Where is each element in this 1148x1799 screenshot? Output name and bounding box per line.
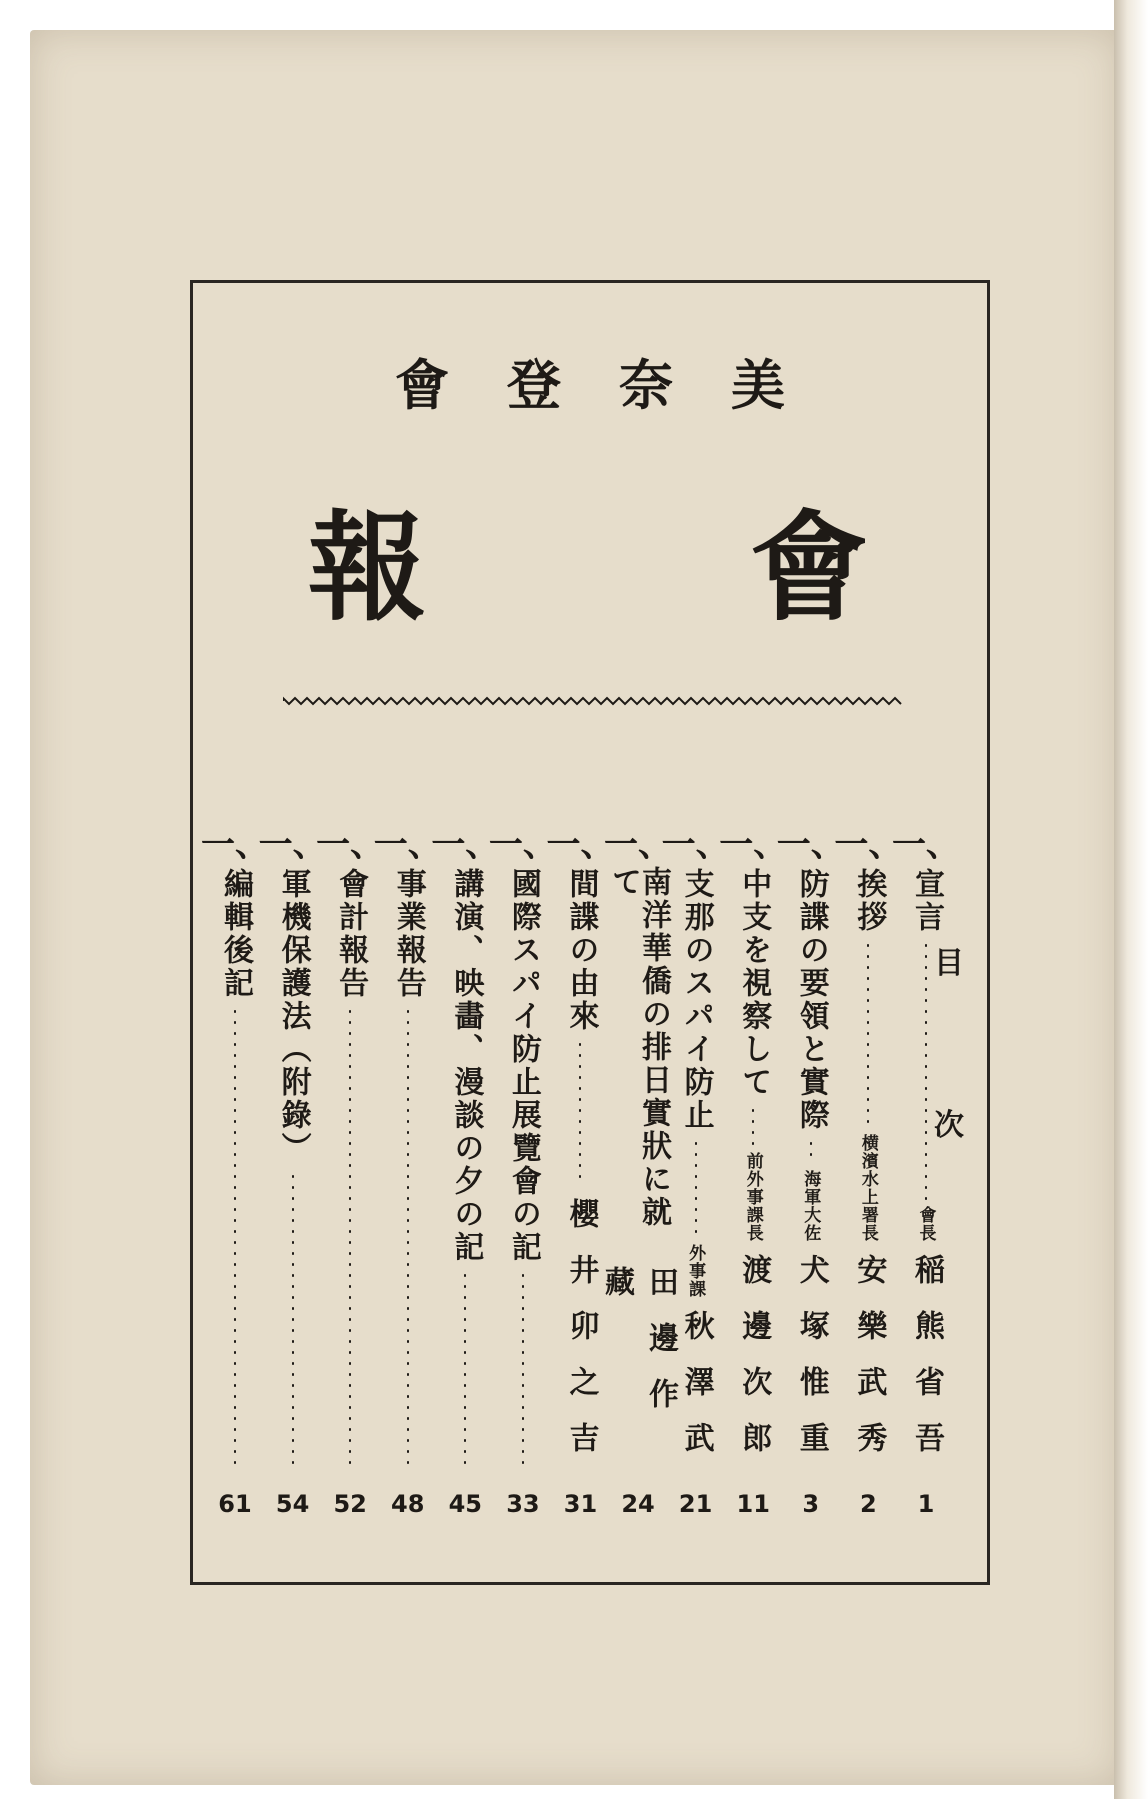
leader-dots (867, 940, 869, 1128)
page-edge (1114, 0, 1148, 1799)
toc-entry (488, 825, 557, 1518)
toc-entry-marker: 一、 (661, 825, 730, 865)
toc-entry-marker: 一、 (431, 825, 500, 865)
toc-entry-page: 33 (506, 1490, 540, 1518)
toc-entry-marker: 一、 (316, 825, 385, 865)
toc-entry-author-name: 安樂武秀 (851, 1254, 887, 1478)
wavy-divider (283, 693, 903, 709)
toc-entry-title: 軍機保護法（附錄） (275, 868, 311, 1165)
leader-dots (752, 1105, 754, 1146)
toc-entry-author-role: 外事課 (685, 1244, 706, 1298)
toc-entry-page: 1 (917, 1490, 935, 1518)
toc-entry-title: 支那のスパイ防止 (678, 868, 714, 1132)
publication-title (308, 473, 868, 643)
toc-entry-page: 11 (736, 1490, 770, 1518)
toc-heading-char: 目 (934, 946, 964, 981)
toc-entry-title: 南洋華僑の排日實狀に就て (606, 865, 672, 1229)
toc-entry (373, 825, 442, 1518)
toc-entry-title: 間諜の由來 (563, 868, 599, 1033)
toc-entry-marker: 一、 (201, 825, 269, 865)
toc-entry-marker: 一、 (546, 825, 615, 865)
title-char: 報 (308, 498, 427, 637)
toc-heading-char: 次 (934, 1108, 964, 1143)
toc-entry-author-name: 秋澤武 (678, 1310, 714, 1478)
toc-entry-page: 24 (621, 1490, 655, 1518)
toc-entry-author-role: 横濱水上署長 (857, 1134, 878, 1242)
toc-entry-marker: 一、 (488, 825, 557, 865)
toc-entry-marker: 一、 (719, 825, 788, 865)
toc-entry-title: 防諜の要領と實際 (793, 868, 829, 1132)
title-char: 會 (749, 498, 868, 637)
toc-heading (929, 938, 969, 1144)
toc-entry-title: 挨拶 (851, 868, 887, 934)
toc-entry-page: 31 (563, 1490, 598, 1518)
toc-entry (201, 825, 269, 1518)
leader-dots (234, 1006, 236, 1472)
toc-entry (834, 825, 903, 1518)
toc-entry-title: 中支を視察して (736, 868, 772, 1099)
toc-entry-page: 45 (448, 1490, 483, 1518)
toc-entry-page: 21 (678, 1490, 713, 1518)
leader-dots (522, 1270, 524, 1472)
toc-entry-marker: 一、 (373, 825, 442, 865)
toc-entry-page: 3 (802, 1490, 820, 1518)
toc-entry-author-name: 田邊作藏 (599, 1265, 679, 1434)
org-char: 美 (731, 353, 785, 417)
toc-entry-author-role: 前外事課長 (742, 1152, 763, 1242)
toc-entry (546, 825, 615, 1518)
leader-dots (292, 1171, 294, 1472)
toc-entry-title: 講演、映畵、漫談の夕の記 (448, 868, 484, 1264)
toc-entry-body (201, 825, 269, 1478)
leader-dots (579, 1039, 581, 1180)
org-char: 奈 (619, 353, 673, 417)
toc-entry-author-name: 犬塚惟重 (793, 1254, 829, 1478)
toc-entry-marker: 一、 (891, 825, 960, 865)
toc-entry-page: 2 (860, 1490, 877, 1518)
toc-entry-author-name: 渡邊次郎 (736, 1254, 772, 1478)
toc-entry-author-role: 海軍大佐 (800, 1170, 821, 1242)
organization-name (193, 343, 987, 420)
toc-entry-marker: 一、 (834, 825, 903, 865)
toc-entry-page: 48 (391, 1490, 425, 1518)
leader-dots (349, 1006, 351, 1472)
toc-entry (719, 825, 788, 1518)
toc-entry-author-name: 櫻井卯之吉 (563, 1198, 599, 1478)
org-char: 會 (395, 353, 449, 417)
content-frame (190, 280, 990, 1585)
toc-entry-page: 54 (275, 1490, 310, 1518)
toc-entry-marker: 一、 (258, 825, 327, 865)
leader-dots (407, 1006, 409, 1472)
toc-entry (599, 825, 679, 1518)
leader-dots (810, 1138, 812, 1164)
toc-entry (316, 825, 385, 1518)
toc-entry-page: 61 (218, 1490, 252, 1518)
toc-entry-title: 國際スパイ防止展覽會の記 (505, 868, 541, 1264)
toc-entry (891, 825, 960, 1518)
table-of-contents (201, 825, 960, 1518)
toc-entry-marker: 一、 (604, 825, 673, 865)
toc-entry-author-role: 會長 (915, 1206, 936, 1242)
toc-entry (431, 825, 500, 1518)
toc-entry-title: 會計報告 (333, 868, 369, 1000)
toc-entry-marker: 一、 (776, 825, 845, 865)
toc-entry-title: 編輯後記 (218, 868, 253, 1000)
org-char: 登 (507, 353, 561, 417)
toc-entry-title: 宣言 (908, 868, 944, 934)
leader-dots (464, 1270, 466, 1472)
leader-dots (695, 1138, 697, 1238)
toc-entry-title: 事業報告 (390, 868, 426, 1000)
toc-entry-author-name: 稲熊省吾 (908, 1254, 944, 1478)
toc-entry (258, 825, 327, 1518)
leader-dots (925, 940, 927, 1200)
toc-entry-page: 52 (333, 1490, 367, 1518)
toc-entry (776, 825, 845, 1518)
